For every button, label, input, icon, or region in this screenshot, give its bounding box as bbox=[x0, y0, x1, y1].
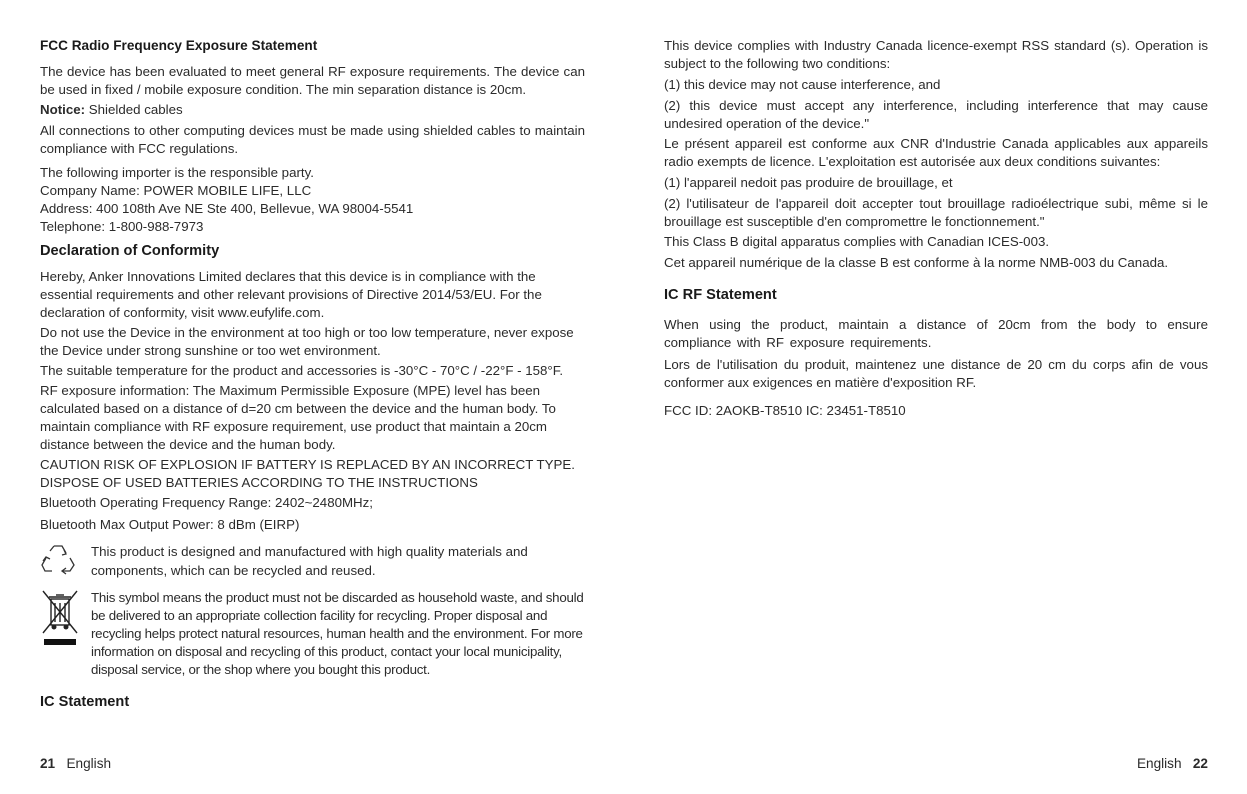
address: Address: 400 108th Ave NE Ste 400, Bellevue, WA 98004-5541 bbox=[40, 201, 414, 216]
recycle-icon bbox=[40, 542, 80, 581]
caution: CAUTION RISK OF EXPLOSION IF BATTERY IS REPLACED BY AN INCORRECT TYPE. DISPOSE OF USED BATTERIES ACCORDING TO THE INSTRUCTIONS bbox=[40, 457, 575, 490]
notice-line bbox=[40, 101, 585, 119]
recycle-text: This product is designed and manufactured with high quality materials and components, which can be recycled and reused. bbox=[91, 544, 528, 578]
bt-power: Bluetooth Max Output Power: 8 dBm (EIRP) bbox=[40, 517, 300, 532]
notice-label: Notice: bbox=[40, 102, 86, 117]
ic-condition-1: (1) this device may not cause interference, and bbox=[664, 77, 941, 92]
fcc-rf-heading: FCC Radio Frequency Exposure Statement bbox=[40, 38, 318, 53]
ic-heading: IC Statement bbox=[40, 694, 130, 710]
right-page bbox=[664, 37, 1208, 420]
doc-text: Hereby, Anker Innovations Limited declares that this device is in compliance with the essential requirements and other relevant provisions of Directive 2014/53/EU. For the declaration of conformity, visit www.eufylife.com. bbox=[40, 269, 542, 320]
temp-range: The suitable temperature for the product and accessories is -30°C - 70°C / -22°F - 158°F. bbox=[40, 363, 564, 378]
notice-text: Shielded cables bbox=[88, 102, 183, 117]
left-page bbox=[40, 37, 585, 711]
ic-text: This device complies with Industry Canada licence-exempt RSS standard (s). Operation is subject to the following two conditions: bbox=[664, 38, 1208, 71]
ic-rf-fr: Lors de l'utilisation du produit, maintenez une distance de 20 cm du corps afin de vous conformer aux exigences en matière d'exposition RF. bbox=[664, 357, 1208, 390]
crossed-out-bin-icon bbox=[40, 589, 80, 654]
fr-condition-2: (2) l'utilisateur de l'appareil doit accepter tout brouillage radioélectrique subi, même si le brouillage est susceptible d'en compromettre le fonctionnement." bbox=[664, 196, 1208, 229]
ic-rf-heading: IC RF Statement bbox=[664, 287, 777, 303]
company-name: Company Name: POWER MOBILE LIFE, LLC bbox=[40, 183, 312, 198]
importer-text: The following importer is the responsible party. bbox=[40, 165, 314, 180]
page-number-left: 21 bbox=[40, 756, 56, 771]
fcc-id: FCC ID: 2AOKB-T8510 IC: 23451-T8510 bbox=[664, 403, 906, 418]
rf-info: RF exposure information: The Maximum Permissible Exposure (MPE) level has been calculated based on a distance of d=20 cm between the device and the human body. To maintain compliance with RF exposure requirement, use product that maintain a 20cm distance between the device and the human body. bbox=[40, 383, 556, 452]
ic-condition-2: (2) this device must accept any interference, including interference that may cause undesired operation of the device." bbox=[664, 98, 1208, 131]
doc-heading: Declaration of Conformity bbox=[40, 243, 220, 259]
weee-row bbox=[40, 589, 585, 679]
telephone: Telephone: 1-800-988-7973 bbox=[40, 219, 204, 234]
temp-warning: Do not use the Device in the environment at too high or too low temperature, never expose the Device under strong sunshine or too wet environment. bbox=[40, 325, 574, 358]
ices-text: This Class B digital apparatus complies with Canadian ICES-003. bbox=[664, 234, 1050, 249]
language-label-right: English bbox=[1136, 756, 1182, 771]
ic-rf-text: When using the product, maintain a distance of 20cm from the body to ensure compliance with RF exposure requirements. bbox=[664, 317, 1208, 350]
fcc-rf-text: The device has been evaluated to meet general RF exposure requirements. The device can be used in fixed / mobile exposure condition. The min separation distance is 20cm. bbox=[40, 64, 585, 97]
fr-text: Le présent appareil est conforme aux CNR d'Industrie Canada applicables aux appareils radio exempts de licence. L'exploitation est autorisée aux deux conditions suivantes: bbox=[664, 136, 1208, 169]
nmb-text: Cet appareil numérique de la classe B est conforme à la norme NMB-003 du Canada. bbox=[664, 255, 1169, 270]
bt-range: Bluetooth Operating Frequency Range: 2402~2480MHz; bbox=[40, 495, 374, 510]
connections-text: All connections to other computing devices must be made using shielded cables to maintain compliance with FCC regulations. bbox=[40, 123, 585, 156]
weee-text: This symbol means the product must not be discarded as household waste, and should be delivered to an appropriate collection facility for recycling. Proper disposal and recycling helps protect natural resources, human health and the environment. For more information on disposal and recycling of this product, contact your local municipality, disposal service, or the shop where you bought this product. bbox=[91, 590, 584, 677]
fr-condition-1: (1) l'appareil nedoit pas produire de brouillage, et bbox=[664, 175, 953, 190]
page-number-right: 22 bbox=[1192, 756, 1208, 771]
recycle-row bbox=[40, 542, 585, 581]
footer-right bbox=[1137, 755, 1208, 773]
language-label-left: English bbox=[66, 756, 112, 771]
footer-left bbox=[40, 755, 111, 773]
